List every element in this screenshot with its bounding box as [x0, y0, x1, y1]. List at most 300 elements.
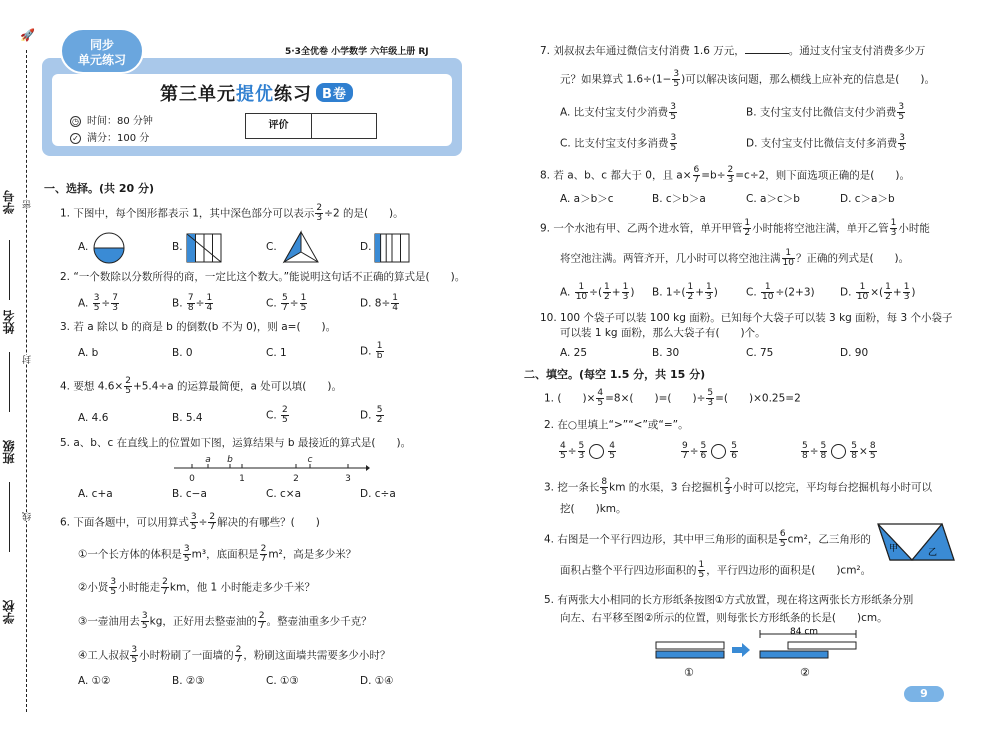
frac-num: 2	[209, 512, 216, 522]
q4-num: 4.	[60, 380, 71, 393]
sub-mid: 小时粉刷了一面墙的	[139, 649, 234, 662]
q1-option-b-figure	[186, 233, 222, 263]
fill-2-compare-2: $\frac{9}{7}$ ÷ $\frac{5}{6}$ $\frac{5}{6}$	[682, 441, 738, 461]
page-title	[160, 80, 353, 106]
f1-c: =( )×0.25=2	[715, 392, 801, 405]
frac-den: 2	[687, 292, 694, 302]
section2-title: 二、填空。(每空 1.5 分，共 15 分)	[524, 368, 706, 381]
q5-option-a[interactable]: A. c+a	[78, 488, 113, 500]
frac-num: 1	[687, 282, 694, 292]
frac	[897, 103, 905, 122]
frac	[622, 283, 630, 302]
section1-title: 一、选择。(共 20 分)	[44, 182, 155, 195]
q10-line1: 100 个袋子可以装 100 kg 面粉。已知每个大袋子可以装 3 kg 面粉，每 3 个小袋子	[560, 312, 953, 324]
frac	[603, 283, 611, 302]
q1-option-a-label[interactable]: A.	[78, 241, 89, 253]
f1-num: 1.	[544, 392, 555, 405]
frac-num: 1	[300, 293, 307, 303]
frac-den: 3	[316, 213, 323, 223]
score-label: 评价	[246, 114, 312, 138]
q6-option-b[interactable]: B. ②③	[172, 675, 205, 687]
frac-num: 1	[782, 249, 795, 259]
frac-den: 3	[622, 292, 629, 302]
frac-den: 2	[376, 415, 383, 425]
f2-num: 2.	[544, 419, 555, 431]
q10-option-d[interactable]: D. 90	[840, 347, 869, 359]
frac-den: 7	[682, 451, 688, 461]
clock-icon: ◷	[70, 116, 81, 127]
frac-num: 5	[851, 441, 858, 451]
q8-option-a[interactable]: A. a＞b＞c	[560, 193, 614, 205]
frac-den: 3	[890, 228, 897, 238]
q8-text-a: 若 a、b、c 都大于 0，且 a×	[553, 169, 692, 182]
frac-num: 2	[258, 611, 265, 621]
time-text: 时间：80 分钟	[87, 116, 153, 127]
frac-den: 4	[392, 303, 398, 313]
q5-text: a、b、c 在直线上的位置如下图，运算结果与 b 最接近的算式是( )。	[73, 437, 412, 449]
opt-text: B. 支付宝支付比微信支付少消费	[746, 106, 897, 119]
f5-num: 5.	[544, 594, 555, 606]
frac	[743, 219, 751, 238]
q5-option-d[interactable]: D. c÷a	[360, 488, 396, 500]
question-10-line2: 可以装 1 kg 面粉，那么大袋子有( )个。	[560, 327, 766, 339]
frac-num: 2	[260, 544, 267, 554]
frac	[596, 389, 604, 408]
f1-b: =8×( )=( )÷	[605, 392, 706, 405]
question-2	[60, 270, 465, 284]
seal-word-mi: 密	[23, 200, 33, 209]
q6-option-d[interactable]: D. ①④	[360, 675, 394, 687]
frac	[258, 612, 266, 631]
frac-den: 3	[727, 175, 734, 185]
score-box	[245, 113, 377, 139]
binding-strip	[0, 0, 40, 732]
compare-circle-2[interactable]	[711, 444, 726, 459]
q5-option-b[interactable]: B. c−a	[172, 488, 207, 500]
frac	[578, 442, 586, 461]
frac-den: 10	[782, 258, 794, 268]
frac	[559, 442, 567, 461]
opt-text: D. 支付宝支付比微信支付多消费	[746, 137, 898, 150]
opt-pre: 8÷	[374, 297, 391, 310]
q8-option-d[interactable]: D. c＞a＞b	[840, 193, 895, 205]
seal-word-feng: 封	[23, 355, 33, 364]
frac-den: 2	[885, 292, 891, 302]
frac	[884, 283, 892, 302]
q3-option-d[interactable]	[360, 342, 385, 361]
q2-option-b[interactable]	[172, 294, 214, 313]
q9-option-b[interactable]: B. 1÷( $\frac{1}{2}$ + $\frac{1}{3}$ )	[652, 282, 718, 302]
frac-den: 5	[898, 112, 905, 122]
score-blank[interactable]	[312, 114, 376, 138]
figure-2	[760, 627, 856, 679]
frac-num: 1	[604, 282, 610, 292]
frac-num: 1	[744, 218, 751, 228]
frac-num: 1	[885, 282, 891, 292]
opt-letter: C.	[266, 297, 277, 310]
question-9-line1	[540, 219, 930, 238]
arrow-icon	[732, 643, 750, 657]
title-part2: 练习	[274, 84, 312, 105]
frac-den: 8	[187, 303, 194, 313]
frac-num: 3	[183, 544, 190, 554]
frac	[869, 442, 877, 461]
frac-den: 7	[258, 621, 265, 631]
sub-mid: m³，底面积是	[191, 548, 259, 561]
sub-mid: 小时能走	[118, 581, 161, 594]
frac-den: 7	[162, 587, 168, 597]
sub-post: ，粉刷这面墙共需要多少小时？	[243, 649, 391, 662]
frac-den: 2	[744, 228, 751, 238]
opt-op: ÷	[289, 297, 299, 310]
q1-option-d-label[interactable]: D.	[360, 241, 372, 253]
f1-a: ( )×	[557, 392, 596, 405]
question-4	[60, 377, 342, 396]
f4-line2-b: ，平行四边形的面积是( )cm²。	[706, 564, 872, 577]
fill-5-line2: 向左、右平移至图②所示的位置，则每张长方形纸条的长是( )cm。	[560, 612, 888, 624]
f2-text: 在○里填上“>”“<”或“=”。	[557, 419, 689, 431]
q8-text-c: =c÷2，则下面选项正确的是( )。	[735, 169, 910, 182]
point-c-label: c	[307, 455, 313, 465]
frac-num: 3	[190, 512, 197, 522]
sub-post: m²，高是多少米？	[268, 548, 357, 561]
f4-line2-a: 面积占整个平行四边形面积的	[560, 564, 697, 577]
q9-line1-b: 小时能将空池注满，单开乙管	[752, 222, 889, 235]
frac	[281, 406, 289, 425]
frac-num: 4	[560, 441, 566, 451]
frac-den: 3	[706, 292, 712, 302]
frac-den: 5	[282, 415, 288, 425]
q9-line1-a: 一个水池有甲、乙两个进水管，单开甲管	[553, 222, 743, 235]
title-highlight: 提优	[236, 84, 274, 105]
strip-figures	[650, 626, 870, 682]
frac	[600, 478, 608, 497]
frac	[281, 294, 289, 313]
frac	[724, 478, 732, 497]
f3-line1-c: 小时可以挖完，平均每台挖掘机每小时可以	[732, 481, 933, 494]
page-number: 9	[904, 686, 944, 702]
q10-num: 10.	[540, 312, 557, 324]
frac-num: 2	[282, 405, 288, 415]
frac-num: 5	[802, 441, 808, 451]
frac-den: 3	[724, 487, 731, 497]
student-id-label: 学号	[2, 190, 16, 214]
cut-line	[26, 50, 27, 712]
point-b-label: b	[227, 455, 233, 465]
frac	[575, 283, 588, 302]
frac-den: 6	[731, 451, 738, 461]
frac-num: 8	[869, 441, 876, 451]
frac-num: 5	[376, 405, 383, 415]
frac	[898, 134, 906, 153]
f3-line1-a: 挖一条长	[557, 481, 600, 494]
frac	[698, 561, 706, 580]
frac	[706, 389, 714, 408]
question-7-line2	[560, 70, 935, 89]
frac-den: b	[376, 351, 383, 361]
frac-num: 2	[316, 203, 323, 213]
frac-num: 3	[898, 102, 905, 112]
frac-den: 8	[802, 451, 808, 461]
frac-num: 3	[93, 293, 100, 303]
q7-line2-b: )可以解决该问题，那么横线上应补充的信息是( )。	[681, 73, 935, 86]
q7-line1-b: 。通过支付宝支付消费多少万	[788, 45, 926, 57]
frac-num: 1	[376, 341, 383, 351]
opt-letter: A.	[560, 286, 571, 299]
tick-label-3: 3	[345, 474, 351, 484]
q1-option-c-figure	[282, 230, 320, 264]
frac-den: 10	[762, 292, 774, 302]
q7-option-d[interactable]	[746, 134, 907, 153]
frac-den: 3	[112, 303, 118, 313]
frac-den: 8	[820, 451, 827, 461]
frac-den: 5	[300, 303, 307, 313]
frac	[208, 513, 216, 532]
frac	[761, 283, 774, 302]
frac-num: 2	[727, 165, 734, 175]
frac	[183, 545, 191, 564]
question-5	[60, 436, 411, 450]
q6-text-a: 下面各题中，可以用算式	[73, 516, 189, 529]
parallelogram-figure	[876, 522, 956, 562]
q7-option-b[interactable]	[746, 103, 906, 122]
frac-num: 1	[856, 283, 869, 293]
f3-num: 3.	[544, 481, 555, 494]
frac-num: 1	[761, 283, 774, 293]
q3-option-b[interactable]: B. 0	[172, 347, 193, 359]
frac-den: 7	[260, 554, 267, 564]
q1-option-c-label[interactable]: C.	[266, 241, 277, 253]
sub-post: km，他 1 小时能走多少千米？	[169, 581, 316, 594]
q9-line2-b: ？正确的列式是( )。	[795, 252, 910, 265]
opt-letter: D.	[360, 345, 372, 358]
frac-num: 1	[392, 293, 398, 303]
fill-1	[544, 389, 801, 408]
q4-option-a[interactable]: A. 4.6	[78, 412, 109, 424]
rocket-icon: 🚀	[20, 28, 35, 42]
frac-den: 5	[673, 79, 680, 89]
f4-line1-b: cm²，乙三角形的	[787, 533, 871, 546]
q4-option-c[interactable]	[266, 406, 290, 425]
frac-den: 5	[183, 554, 190, 564]
q4-option-b[interactable]: B. 5.4	[172, 412, 203, 424]
q1-option-b-label[interactable]: B.	[172, 241, 183, 253]
frac	[890, 219, 898, 238]
frac-num: 5	[700, 441, 707, 451]
frac	[670, 134, 678, 153]
frac-num: 2	[162, 577, 168, 587]
fig1-label: ①	[684, 666, 694, 679]
frac-num: 3	[141, 611, 148, 621]
frac-den: 5	[869, 451, 876, 461]
frac-den: 5	[698, 570, 705, 580]
q9-option-a[interactable]: A. $\frac{1}{10}$ ÷( $\frac{1}{2}$ + $\frac{1}{3}$ )	[560, 282, 635, 302]
tick-label-1: 1	[239, 474, 245, 484]
frac-den: 5	[141, 621, 148, 631]
q9-num: 9.	[540, 222, 551, 235]
q8-text-b: =b÷	[701, 169, 726, 182]
q6-sub-3	[78, 612, 372, 631]
opt-letter: B. 1÷	[652, 286, 682, 299]
frac	[856, 283, 869, 302]
q6-option-a[interactable]: A. ①②	[78, 675, 111, 687]
opt-op: ÷	[195, 297, 205, 310]
sub-pre: ④工人叔叔	[78, 649, 130, 662]
sub-pre: ③一壶油用去	[78, 615, 140, 628]
frac	[187, 294, 195, 313]
frac-den: 10	[856, 292, 869, 302]
q2-option-a[interactable]	[78, 294, 120, 313]
q1-option-d-figure	[374, 233, 410, 263]
q6-num: 6.	[60, 516, 71, 529]
q7-option-a[interactable]	[560, 103, 678, 122]
name-line	[9, 352, 10, 412]
compare-circle-3[interactable]	[831, 444, 846, 459]
q5-option-c[interactable]: C. c×a	[266, 488, 302, 500]
opt-letter: C.	[266, 409, 277, 422]
frac	[820, 442, 828, 461]
f3-line1-b: km 的水渠，3 台挖掘机	[609, 481, 723, 494]
badge-line2: 单元练习	[77, 53, 126, 67]
opt-text: A. 比支付宝支付少消费	[560, 106, 669, 119]
frac	[376, 406, 384, 425]
q6-sub-1	[78, 545, 356, 564]
sub-pre: ②小贤	[78, 581, 109, 594]
q6-sub-2	[78, 578, 315, 597]
q5-num: 5.	[60, 437, 71, 449]
frac-den: 8	[851, 451, 858, 461]
frac-num: 3	[110, 577, 117, 587]
opt-op: ÷	[101, 297, 111, 310]
compare-circle-1[interactable]	[589, 444, 604, 459]
figure-1	[656, 642, 724, 679]
f4-num: 4.	[544, 533, 555, 546]
q10-option-c[interactable]: C. 75	[746, 347, 774, 359]
q3-option-c[interactable]: C. 1	[266, 347, 287, 359]
frac-num: 6	[693, 165, 700, 175]
q6-sub-4	[78, 646, 390, 665]
question-10-line1	[540, 311, 953, 325]
frac-num: 5	[820, 441, 827, 451]
q10-option-a[interactable]: A. 25	[560, 347, 588, 359]
fill-5-line1	[544, 593, 913, 607]
f4-line1-a: 右图是一个平行四边形，其中甲三角形的面积是	[557, 533, 778, 546]
fill-3-line1	[544, 478, 932, 497]
tick-label-2: 2	[293, 474, 299, 484]
q1-option-a-figure	[92, 231, 126, 265]
frac	[109, 578, 117, 597]
sub-mid: kg，正好用去整壶油的	[149, 615, 257, 628]
fill-2-compare-1: $\frac{4}{5}$ ÷ $\frac{5}{3}$ $\frac{4}{5}$	[560, 441, 616, 461]
unit-badge	[60, 28, 144, 74]
frac-num: 1	[706, 282, 712, 292]
opt-letter: D.	[360, 297, 372, 310]
frac	[903, 283, 911, 302]
opt-letter: D.	[840, 286, 852, 299]
q3-option-a[interactable]: A. b	[78, 347, 99, 359]
frac-num: 3	[670, 102, 676, 112]
frac	[124, 377, 132, 396]
frac	[93, 294, 101, 313]
frac-den: 3	[578, 451, 585, 461]
fill-3-line2: 挖( )km。	[560, 503, 627, 515]
q2-option-c[interactable]	[266, 294, 308, 313]
frac	[141, 612, 149, 631]
frac-num: 5	[731, 441, 738, 451]
label-jia: 甲	[889, 544, 899, 554]
q7-blank[interactable]	[745, 44, 789, 54]
q3-num: 3.	[60, 321, 71, 333]
frac	[161, 578, 169, 597]
q8-option-b[interactable]: B. c＞b＞a	[652, 193, 706, 205]
q1-fraction	[315, 204, 323, 223]
frac-den: 5	[609, 451, 616, 461]
title-badge: B卷	[316, 83, 353, 102]
q8-num: 8.	[540, 169, 551, 182]
frac-num: 7	[187, 293, 194, 303]
q2-text: “一个数除以分数所得的商，一定比这个数大。”能说明这句话不正确的算式是( )。	[73, 271, 466, 283]
frac-num: 2	[235, 645, 242, 655]
question-9-line2	[560, 249, 909, 268]
q10-option-b[interactable]: B. 30	[652, 347, 680, 359]
frac-den: 5	[125, 386, 131, 396]
frac	[235, 646, 243, 665]
title-part1: 第三单元	[160, 84, 236, 105]
q7-option-c[interactable]	[560, 134, 678, 153]
opt-letter: D.	[360, 409, 372, 422]
question-3	[60, 320, 336, 334]
frac	[693, 166, 701, 185]
class-line	[9, 482, 10, 552]
frac-num: 5	[282, 293, 288, 303]
frac	[705, 283, 713, 302]
frac	[686, 283, 694, 302]
question-1	[60, 204, 404, 223]
sub-pre: ①一个长方体的体积是	[78, 548, 182, 561]
frac-den: 3	[903, 292, 910, 302]
q9-line1-c: 小时能	[898, 222, 930, 235]
question-6: 6. 下面各题中，可以用算式 $\frac{3}{5}$ ÷ $\frac{2}{7}$ 解决的有哪些？( )	[60, 512, 320, 532]
opt-letter: C.	[746, 286, 757, 299]
q2-option-d[interactable]	[360, 294, 400, 313]
frac-den: 10	[575, 292, 588, 302]
frac	[190, 513, 198, 532]
q1-num: 1.	[60, 207, 71, 220]
q6-option-c[interactable]: C. ①③	[266, 675, 299, 687]
opt-letter: B.	[172, 297, 183, 310]
frac	[681, 442, 689, 461]
frac-den: 5	[93, 303, 100, 313]
frac-num: 8	[601, 477, 608, 487]
frac-num: 3	[670, 133, 677, 143]
tick-label-0: 0	[189, 474, 195, 484]
frac	[700, 442, 708, 461]
frac	[391, 294, 399, 313]
q9-option-c[interactable]: C. $\frac{1}{10}$ ÷(2+3)	[746, 282, 815, 302]
frac	[727, 166, 735, 185]
fig2-measure: 84 cm	[790, 627, 819, 637]
frac	[730, 442, 738, 461]
score-meta	[70, 129, 149, 144]
q8-option-c[interactable]: C. a＞c＞b	[746, 193, 800, 205]
frac-num: 1	[622, 282, 629, 292]
check-icon: ✓	[70, 133, 81, 144]
frac-den: 5	[110, 587, 117, 597]
frac-num: 2	[125, 376, 131, 386]
frac-num: 2	[724, 477, 731, 487]
q9-option-d[interactable]: D. $\frac{1}{10}$ ×( $\frac{1}{2}$ + $\frac{1}{3}$ )	[840, 282, 916, 302]
q4-option-d[interactable]	[360, 406, 385, 425]
